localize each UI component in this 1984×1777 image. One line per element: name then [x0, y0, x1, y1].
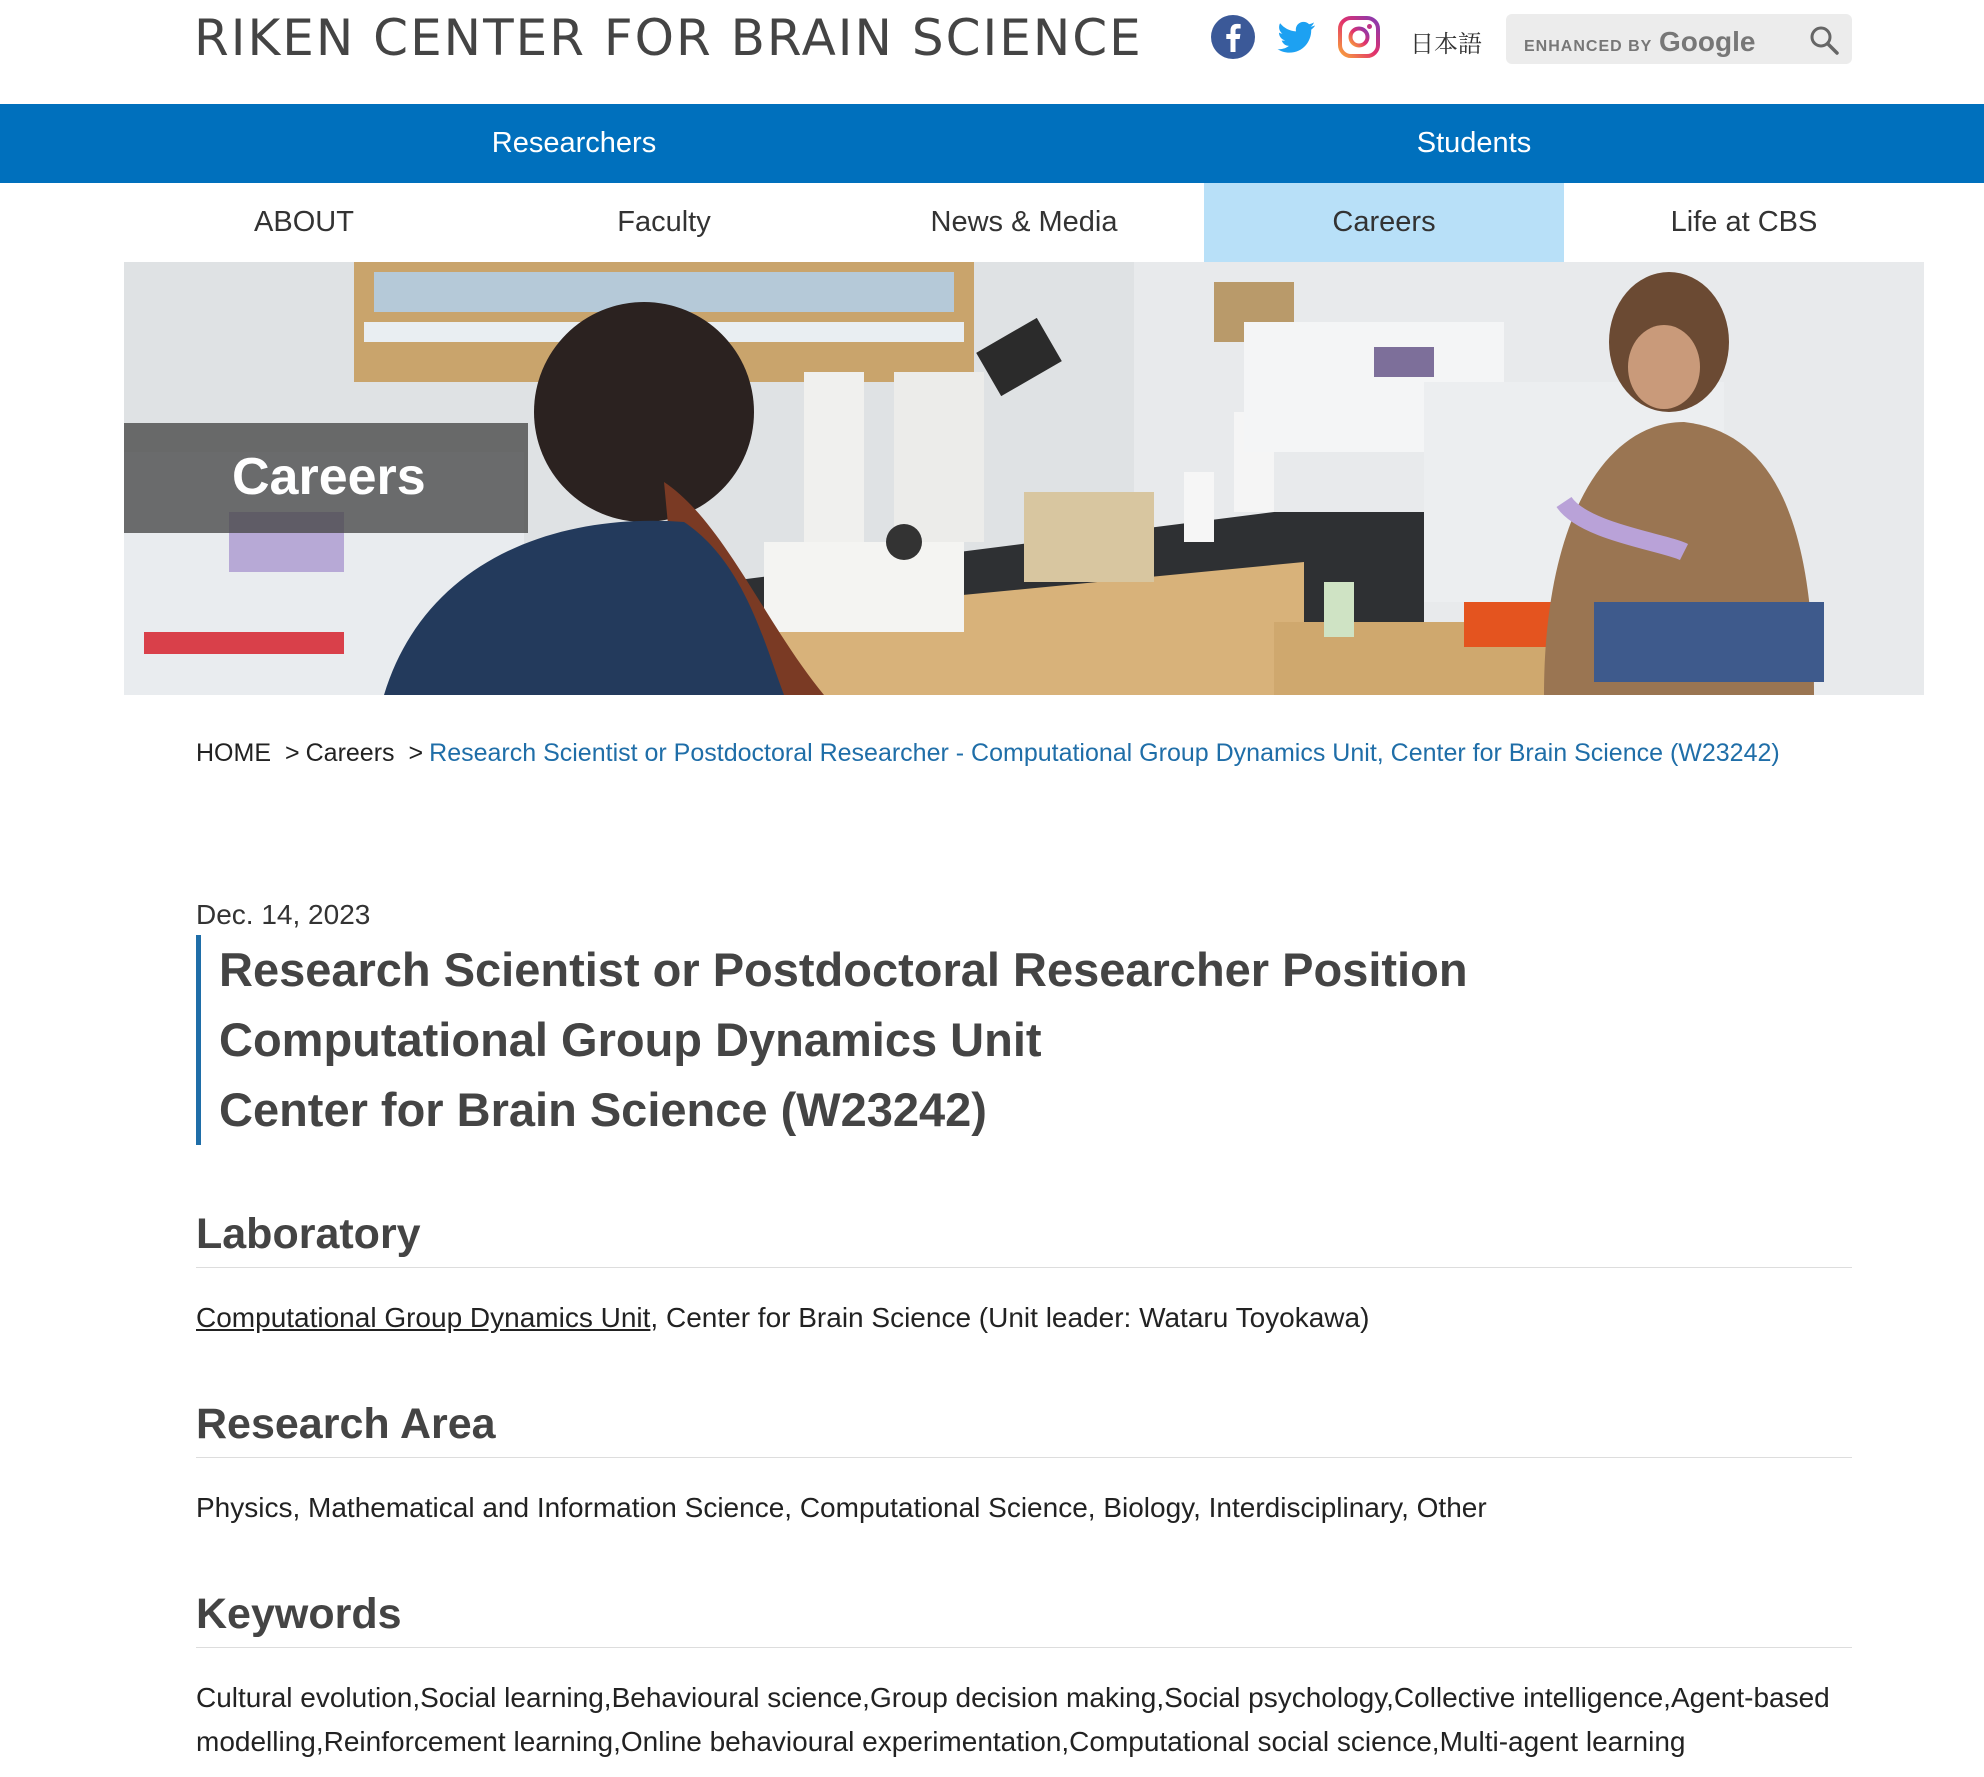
keywords-text: Cultural evolution,Social learning,Behavioural science,Group decision making,Social psychology,Collective intelligence,Agent-based modelling,Reinforcement learning,Online behavioural experimentation,Computational social science,Multi-agent learning: [196, 1682, 1830, 1757]
breadcrumb-separator: >: [285, 739, 300, 767]
instagram-icon[interactable]: [1336, 14, 1382, 60]
title-line: Research Scientist or Postdoctoral Researcher Position: [219, 943, 1468, 996]
hero-title-box: [124, 423, 528, 533]
hero-title: Careers: [232, 448, 426, 506]
section-heading: Research Area: [196, 1400, 1852, 1458]
audience-nav: [0, 104, 1984, 183]
post-date: Dec. 14, 2023: [196, 899, 371, 930]
search-input[interactable]: [1506, 14, 1852, 64]
search-placeholder: [1524, 26, 1755, 58]
site-header: [0, 0, 1984, 104]
language-link[interactable]: 日本語: [1410, 30, 1482, 58]
search-enhanced-by: ENHANCED BY: [1524, 38, 1653, 55]
site-title[interactable]: RIKEN CENTER FOR BRAIN SCIENCE: [194, 9, 1143, 67]
laboratory-text: [196, 1296, 1852, 1340]
breadcrumb: [196, 739, 1780, 768]
laboratory-detail: , Center for Brain Science (Unit leader: Wataru Toyokawa): [650, 1302, 1370, 1333]
nav-about[interactable]: ABOUT: [254, 206, 354, 238]
nav-researchers[interactable]: Researchers: [491, 127, 657, 159]
main-nav: [124, 183, 1924, 262]
section-heading: Laboratory: [196, 1210, 1852, 1268]
hero-banner: [124, 262, 1924, 695]
research-area-section: [196, 1400, 1852, 1530]
laboratory-link[interactable]: Computational Group Dynamics Unit: [196, 1302, 651, 1333]
facebook-icon[interactable]: [1210, 14, 1256, 60]
section-heading: Keywords: [196, 1590, 1852, 1648]
twitter-icon[interactable]: [1273, 14, 1319, 60]
title-line: Computational Group Dynamics Unit: [219, 1013, 1042, 1066]
nav-life-at-cbs[interactable]: Life at CBS: [1670, 206, 1818, 238]
breadcrumb-separator: >: [408, 739, 424, 767]
keywords-section: [196, 1590, 1852, 1764]
nav-students[interactable]: Students: [1416, 127, 1532, 159]
breadcrumb-current: Research Scientist or Postdoctoral Researcher - Computational Group Dynamics Unit, Center for Brain Science (W23242): [429, 739, 1780, 767]
breadcrumb-careers[interactable]: Careers: [305, 739, 395, 767]
search-icon[interactable]: [1808, 24, 1840, 56]
title-line: Center for Brain Science (W23242): [219, 1083, 987, 1136]
breadcrumb-home[interactable]: HOME: [196, 739, 271, 767]
research-area-text: Physics, Mathematical and Information Science, Computational Science, Biology, Interdisciplinary, Other: [196, 1492, 1487, 1523]
nav-news-media[interactable]: News & Media: [930, 206, 1118, 238]
laboratory-section: [196, 1210, 1852, 1340]
nav-careers[interactable]: Careers: [1204, 183, 1564, 262]
nav-faculty[interactable]: Faculty: [617, 206, 711, 238]
search-brand: Google: [1659, 26, 1756, 57]
page-title: [196, 935, 1596, 1145]
